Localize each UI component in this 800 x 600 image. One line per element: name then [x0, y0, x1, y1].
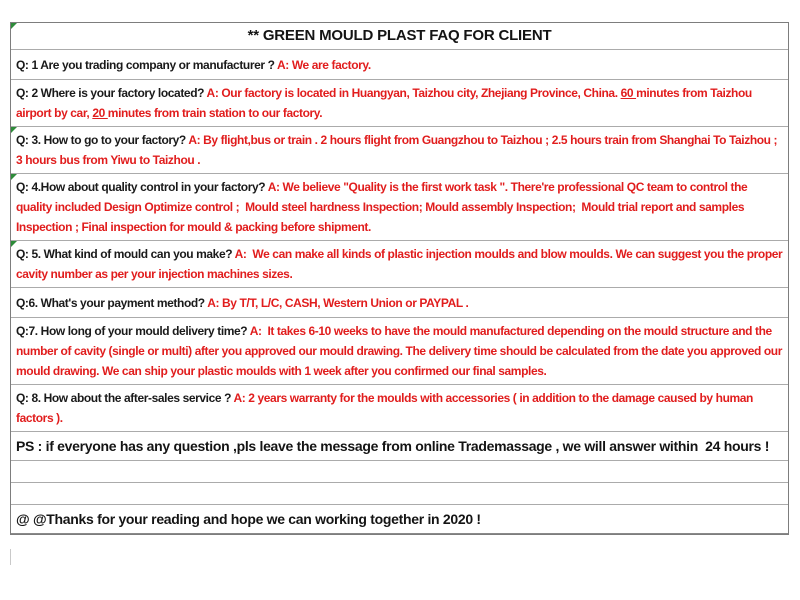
faq-title-row — [11, 23, 788, 50]
faq-row-q8 — [11, 385, 788, 432]
answer-text: A: We believe "Quality is the first work task ". There're professional QC team to control the quality included Design Optimize control ; Mould steel hardness Inspection; Mould assembly Inspection; Mould trial report and samples Inspection ; Final inspection for mould & packing before shipment. — [16, 180, 751, 234]
row-text — [248, 26, 552, 46]
question-text: Q: 5. What kind of mould can you make? — [16, 247, 235, 261]
faq-row-thanks — [11, 505, 788, 534]
answer-text: A: We can make all kinds of plastic injection moulds and blow moulds. We can suggest you the proper cavity number as per your injection machines sizes. — [16, 247, 786, 281]
question-text: Q: 8. How about the after-sales service ? — [16, 391, 234, 405]
question-text: Q: 3. How to go to your factory? — [16, 133, 189, 147]
answer-text: 60 — [620, 86, 637, 100]
note-text: @ @Thanks for your reading and hope we can working together in 2020 ! — [16, 510, 481, 527]
question-text: Q: 1 Are you trading company or manufacturer ? — [16, 57, 278, 72]
table-title-text: ** GREEN MOULD PLAST FAQ FOR CLIENT — [247, 27, 552, 44]
question-text: Q: 2 Where is your factory located? — [16, 86, 207, 100]
row-text — [16, 293, 468, 313]
question-text: Q: 4.How about quality control in your factory? — [16, 180, 268, 194]
note-text: PS : if everyone has any question ,pls leave the message from online Trademassage , we will answer within 24 hours ! — [16, 437, 770, 454]
answer-text: A: By flight,bus or train . 2 hours flight from Guangzhou to Taizhou ; 2.5 hours train from Shanghai To Taizhou ; 3 hours bus from Yiwu to Taizhou . — [16, 133, 781, 167]
faq-row-ps — [11, 432, 788, 461]
green-corner-marker-icon — [11, 127, 17, 133]
row-text — [16, 55, 371, 75]
answer-text: A: By T/T, L/C, CASH, Western Union or PAYPAL . — [207, 295, 469, 310]
faq-row-q2 — [11, 80, 788, 127]
faq-row-empty-2 — [11, 483, 788, 505]
answer-text: minutes from Taizhou airport by car, — [16, 86, 755, 120]
faq-row-q6 — [11, 288, 788, 318]
answer-text: A: Our factory is located in Huangyan, Taizhou city, Zhejiang Province, China. — [206, 86, 621, 100]
row-text — [16, 130, 783, 170]
faq-row-q1 — [11, 50, 788, 80]
row-text — [16, 509, 481, 530]
row-text — [16, 244, 786, 284]
row-text — [16, 177, 783, 237]
question-text: Q:6. What's your payment method? — [16, 295, 208, 310]
answer-text: 20 — [92, 106, 108, 120]
row-text — [16, 388, 783, 428]
green-corner-marker-icon — [11, 23, 17, 29]
faq-row-q3 — [11, 127, 788, 174]
table-left-border-stub — [10, 549, 11, 565]
row-text — [16, 321, 783, 381]
faq-table — [10, 22, 789, 535]
answer-text: A: 2 years warranty for the moulds with accessories ( in addition to the damage caused by human factors ). — [16, 391, 756, 425]
green-corner-marker-icon — [11, 174, 17, 180]
row-text — [16, 436, 769, 457]
green-corner-marker-icon — [11, 241, 17, 247]
faq-row-q4 — [11, 174, 788, 241]
faq-row-q5 — [11, 241, 788, 288]
question-text: Q:7. How long of your mould delivery time? — [16, 324, 250, 338]
answer-text: A: It takes 6-10 weeks to have the mould manufactured depending on the mould structure and the number of cavity (single or multi) after you approved our mould drawing. The delivery time should be calculated from the date you approved our mould drawing. We can ship your plastic moulds with 1 week after you confirmed our final samples. — [16, 324, 785, 378]
row-text — [16, 83, 783, 123]
answer-text: A: We are factory. — [277, 57, 371, 72]
faq-row-empty-1 — [11, 461, 788, 483]
faq-row-q7 — [11, 318, 788, 385]
answer-text: minutes from train station to our factory. — [107, 106, 323, 120]
